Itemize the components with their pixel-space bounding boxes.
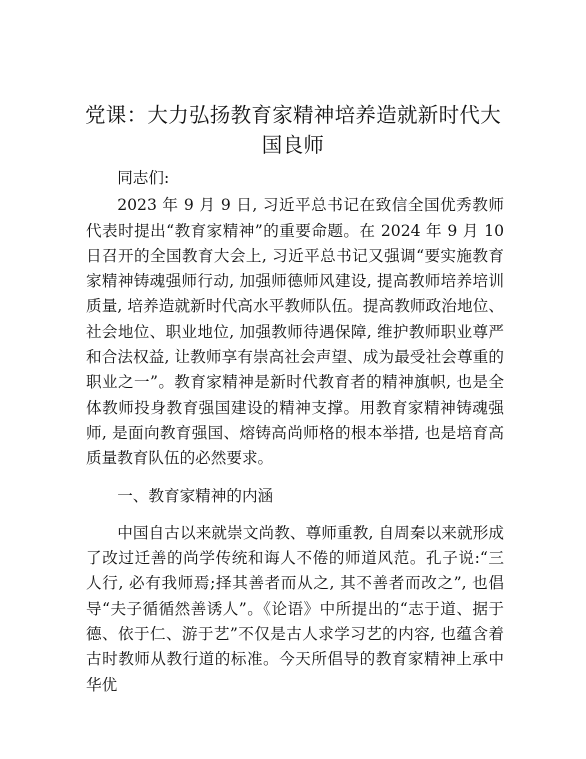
document-body xyxy=(86,166,504,698)
body-paragraph: 中国自古以来就崇文尚教、尊师重教, 自周秦以来就形成了改过迁善的尚学传统和诲人不倦的师道风范。孔子说:“三人行, 必有我师焉;择其善者而从之, 其不善者而改之”, 也倡导“夫子循循然善诱人”。《论语》中所提出的“志于道、据于德、依于仁、游于艺”不仅是古人求学习艺的内容, 也蕴含着古时教师从教行道的标准。今天所倡导的教育家精神上承中华优 xyxy=(86,523,504,694)
salutation: 同志们: xyxy=(117,169,170,187)
document-title: 党课：大力弘扬教育家精神培养造就新时代大国良师 xyxy=(85,103,501,157)
body-paragraph: 2023 年 9 月 9 日, 习近平总书记在致信全国优秀教师代表时提出“教育家精神”的重要命题。在 2024 年 9 月 10 日召开的全国教育大会上, 习近平总书记又强调“要实施教育家精神铸魂强师行动, 加强师德师风建设, 提高教师培养培训质量, 培养造就新时代高水平教师队伍。提高教师政治地位、社会地位、职业地位, 加强教师待遇保障, 维护教师职业尊严和合法权益, 让教师享有崇高社会声望、成为最受社会尊重的职业之一”。教育家精神是新时代教育者的精神旗帜, 也是全体教师投身教育强国建设的精神支撑。用教育家精神铸魂强师, 是面向教育强国、熔铸高尚师格的根本举措, 也是培育高质量教育队伍的必然要求。 xyxy=(86,196,504,468)
section-heading: 一、教育家精神的内涵 xyxy=(117,486,274,505)
